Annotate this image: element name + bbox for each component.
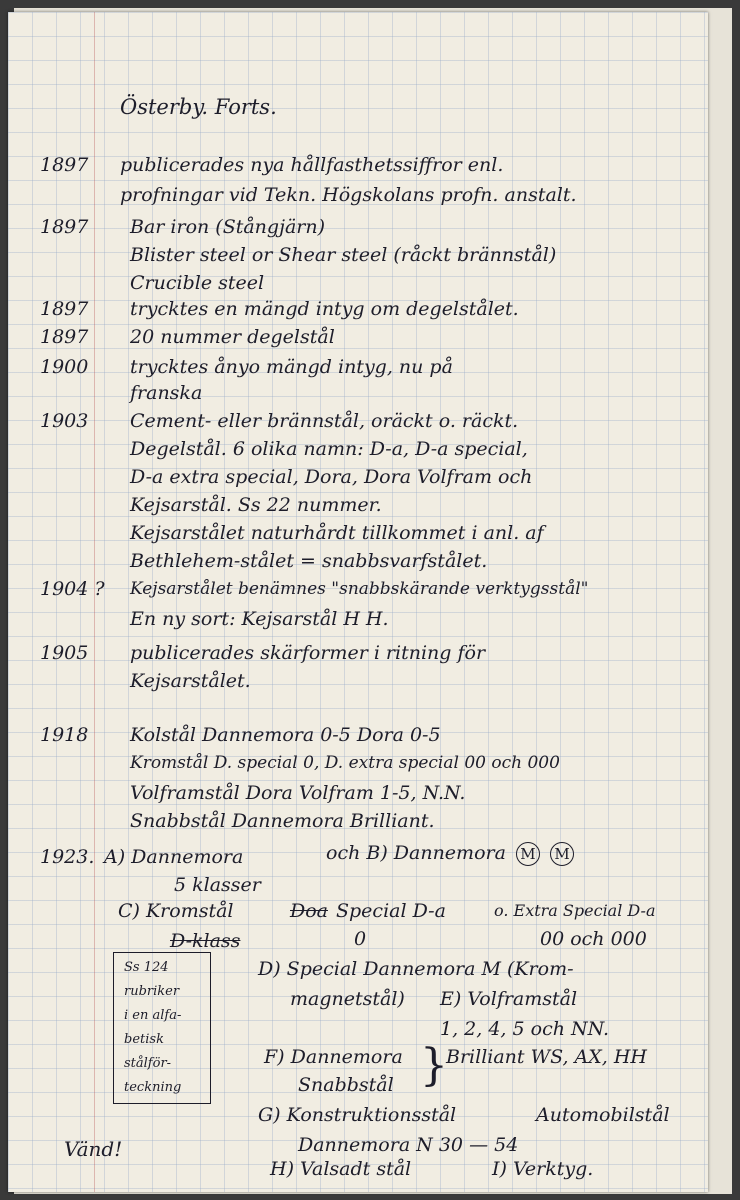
year-label: 1923. — [40, 846, 95, 868]
year-label: 1897 — [40, 326, 89, 348]
year-label: 1905 — [40, 642, 89, 664]
entry-line: Snabbstål — [298, 1074, 394, 1096]
entry-line: G) Konstruktionsstål — [258, 1104, 457, 1126]
circled-mark: M — [516, 842, 540, 866]
box-line: Ss 124 — [124, 960, 169, 975]
year-label: 1897 — [40, 216, 89, 238]
entry-line: Kejsarstål. Ss 22 nummer. — [130, 494, 382, 516]
entry-line: magnetstål) — [290, 988, 405, 1010]
box-line: teckning — [124, 1080, 182, 1095]
entry-line: Snabbstål Dannemora Brilliant. — [130, 810, 435, 832]
entry-line: C) Kromstål — [118, 900, 234, 922]
entry-line: I) Verktyg. — [492, 1158, 594, 1180]
entry-line: D) Special Dannemora M (Krom- — [258, 958, 574, 980]
entry-line: Volframstål Dora Volfram 1-5, N.N. — [130, 782, 466, 804]
entry-line: profningar vid Tekn. Högskolans profn. anstalt. — [120, 184, 577, 206]
entry-line: trycktes en mängd intyg om degelstålet. — [130, 298, 519, 320]
struck-text: Doa — [290, 900, 328, 922]
entry-line: Bethlehem-stålet = snabbsvarfstålet. — [130, 550, 488, 572]
year-label: 1897 — [40, 154, 89, 176]
entry-line: Dannemora N 30 — 54 — [298, 1134, 519, 1156]
boxed-note — [113, 952, 211, 1104]
box-line: rubriker — [124, 984, 180, 999]
year-label: 1903 — [40, 410, 89, 432]
year-label: 1904 ? — [40, 578, 105, 600]
entry-line: Blister steel or Shear steel (råckt brännstål) — [130, 244, 557, 266]
entry-line: franska — [130, 382, 203, 404]
entry-line: 20 nummer degelstål — [130, 326, 335, 348]
turn-note: Vänd! — [64, 1137, 123, 1161]
entry-line: Cement- eller brännstål, oräckt o. räckt. — [130, 410, 519, 432]
entry-line: Degelstål. 6 olika namn: D-a, D-a special, — [130, 438, 528, 460]
brace-mark: } — [420, 1040, 448, 1091]
entry-line: Brilliant WS, AX, HH — [446, 1046, 648, 1068]
entry-line: F) Dannemora — [264, 1046, 403, 1068]
year-label: 1897 — [40, 298, 89, 320]
entry-line: 00 och 000 — [540, 928, 647, 950]
entry-line: Kromstål D. special 0, D. extra special 00 och 000 — [130, 753, 560, 773]
entry-line: o. Extra Special D-a — [494, 901, 656, 920]
box-line: i en alfa- — [124, 1008, 182, 1023]
entry-line: D-a extra special, Dora, Dora Volfram och — [130, 466, 533, 488]
entry-line: En ny sort: Kejsarstål H H. — [130, 608, 389, 630]
entry-line: Bar iron (Stångjärn) — [130, 216, 326, 238]
entry-line: trycktes ånyo mängd intyg, nu på — [130, 356, 453, 378]
entry-line: Special D-a — [336, 900, 446, 922]
entry-line: Kolstål Dannemora 0-5 Dora 0-5 — [130, 724, 441, 746]
circled-mark: M — [550, 842, 574, 866]
entry-line: 1, 2, 4, 5 och NN. — [440, 1018, 610, 1040]
entry-line: A) Dannemora — [104, 846, 244, 868]
entry-line: Automobilstål — [536, 1104, 670, 1126]
box-line: betisk — [124, 1032, 164, 1047]
entry-line: Kejsarstålet benämnes "snabbskärande verktygsstål" — [130, 579, 589, 599]
entry-line: 5 klasser — [174, 874, 261, 896]
notebook-page — [8, 12, 708, 1192]
entry-text: och B) Dannemora — [326, 842, 506, 864]
entry-line: E) Volframstål — [440, 988, 578, 1010]
box-line: stålför- — [124, 1056, 172, 1071]
entry-line: 0 — [354, 928, 367, 950]
entry-line: Crucible steel — [130, 272, 265, 294]
struck-text: D-klass — [170, 930, 241, 952]
page-title: Österby. Forts. — [120, 95, 277, 119]
entry-line: H) Valsadt stål — [270, 1158, 412, 1180]
margin-line — [94, 12, 95, 1192]
year-label: 1918 — [40, 724, 89, 746]
entry-line — [326, 842, 574, 866]
entry-line: publicerades skärformer i ritning för — [130, 642, 486, 664]
entry-line: Kejsarstålet. — [130, 670, 251, 692]
year-label: 1900 — [40, 356, 89, 378]
entry-line: Kejsarstålet naturhårdt tillkommet i anl. af — [130, 522, 544, 544]
entry-line: publicerades nya hållfasthetssiffror enl. — [120, 154, 504, 176]
